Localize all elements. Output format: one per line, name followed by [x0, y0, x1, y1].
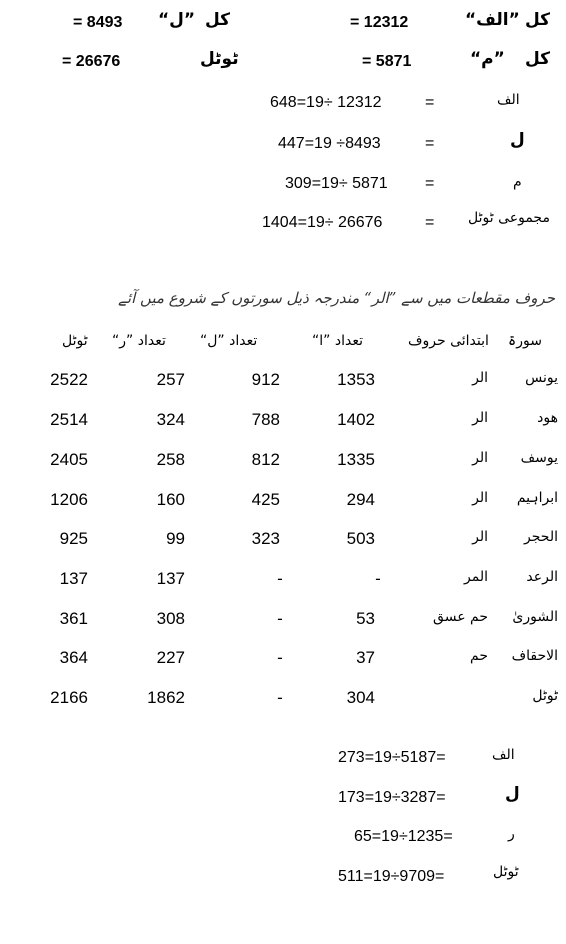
cell-initial: الر — [472, 410, 488, 426]
cell-total: 2514 — [50, 410, 88, 429]
cell-alif: 1402 — [337, 410, 375, 429]
cell-lam: 425 — [251, 490, 280, 509]
cell-surah: ٹوٹل — [532, 688, 558, 704]
total-lam-value: = 8493 — [73, 14, 123, 31]
cell-total: 2522 — [50, 370, 88, 389]
total-lam-letter: ”ل“ — [158, 10, 196, 30]
table-row — [0, 410, 566, 434]
cell-alif: 304 — [346, 688, 375, 707]
table-row — [0, 648, 566, 672]
division-expr: 309=19÷ 5871 — [285, 175, 388, 192]
division-expr: 173=19÷3287= — [338, 789, 446, 806]
cell-ra: 257 — [156, 370, 185, 389]
table-row — [0, 370, 566, 394]
cell-initial: الر — [472, 450, 488, 466]
cell-ra: 324 — [156, 410, 185, 429]
cell-ra: 137 — [156, 569, 185, 588]
cell-surah: الشوریٰ — [512, 609, 558, 625]
division-expr: 1404=19÷ 26676 — [262, 214, 383, 231]
cell-surah: یونس — [525, 370, 558, 386]
header-initial-letters: ابتدائی حروف — [408, 333, 489, 349]
table-row — [0, 450, 566, 474]
division-label: الف — [497, 92, 520, 108]
grand-total-value: = 26676 — [62, 53, 121, 70]
division-label: ل — [505, 784, 520, 804]
cell-lam: 323 — [251, 529, 280, 548]
cell-lam: - — [277, 648, 283, 667]
cell-lam: - — [277, 609, 283, 628]
cell-ra: 99 — [166, 529, 185, 548]
cell-total: 2405 — [50, 450, 88, 469]
cell-surah: الاحقاف — [511, 648, 558, 664]
cell-ra: 258 — [156, 450, 185, 469]
division-label: ٹوٹل — [493, 864, 519, 880]
equals-sign: = — [425, 175, 435, 192]
cell-initial: الر — [472, 490, 488, 506]
division-label: مجموعی ٹوٹل — [468, 210, 550, 226]
equals-sign: = — [425, 214, 435, 231]
division-label: ل — [510, 130, 525, 150]
division-label: م — [513, 174, 522, 190]
cell-total: 2166 — [50, 688, 88, 707]
cell-initial: الر — [472, 529, 488, 545]
cell-alif: 53 — [356, 609, 375, 628]
header-ra: تعداد ”ر“ — [112, 333, 166, 349]
equals-sign: = — [425, 135, 435, 152]
cell-alif: 1335 — [337, 450, 375, 469]
division-expr: 65=19÷1235= — [354, 828, 453, 845]
cell-total: 364 — [59, 648, 88, 667]
total-mim-label: کل — [525, 49, 551, 69]
table-row — [0, 490, 566, 514]
total-alif-value: = 12312 — [350, 14, 409, 31]
table-row — [0, 609, 566, 633]
division-expr: 447=19 ÷8493 — [278, 135, 381, 152]
header-alif: تعداد ”ا“ — [312, 333, 363, 349]
table-row — [0, 529, 566, 553]
cell-lam: 912 — [251, 370, 280, 389]
cell-ra: 160 — [156, 490, 185, 509]
grand-total-label: ٹوٹل — [200, 49, 239, 69]
cell-surah: یوسف — [520, 450, 558, 466]
cell-lam: 812 — [251, 450, 280, 469]
cell-total: 361 — [59, 609, 88, 628]
cell-initial: حم عسق — [433, 609, 488, 625]
cell-alif: - — [375, 569, 381, 588]
cell-ra: 227 — [156, 648, 185, 667]
cell-alif: 503 — [346, 529, 375, 548]
total-mim-value: = 5871 — [362, 53, 412, 70]
cell-ra: 1862 — [147, 688, 185, 707]
cell-surah: الحجر — [524, 529, 558, 545]
header-lam: تعداد ”ل“ — [200, 333, 258, 349]
table-row — [0, 569, 566, 593]
cell-initial: الر — [472, 370, 488, 386]
total-lam-label: کل — [205, 10, 231, 30]
total-alif-letter: ”الف“ — [465, 10, 520, 30]
cell-initial: المر — [464, 569, 488, 585]
cell-surah: ابراہیم — [516, 490, 558, 506]
cell-initial: حم — [470, 648, 488, 664]
cell-surah: ھود — [537, 410, 558, 426]
total-mim-letter: ”م“ — [470, 49, 505, 69]
header-total: ٹوٹل — [62, 333, 88, 349]
table-total-row — [0, 688, 566, 712]
cell-alif: 37 — [356, 648, 375, 667]
intro-text: حروف مقطعات میں سے ”الر“ مندرجہ ذیل سورتوں کے شروع میں آئے — [118, 289, 555, 307]
cell-total: 1206 — [50, 490, 88, 509]
equals-sign: = — [425, 94, 435, 111]
cell-alif: 1353 — [337, 370, 375, 389]
cell-lam: - — [277, 569, 283, 588]
cell-surah: الرعد — [526, 569, 558, 585]
division-label: الف — [492, 747, 515, 763]
cell-total: 925 — [59, 529, 88, 548]
division-expr: 648=19÷ 12312 — [270, 94, 382, 111]
total-alif-label: کل — [525, 10, 551, 30]
cell-ra: 308 — [156, 609, 185, 628]
cell-lam: - — [277, 688, 283, 707]
division-expr: 273=19÷5187= — [338, 749, 446, 766]
cell-lam: 788 — [251, 410, 280, 429]
division-label: ر — [508, 826, 515, 842]
cell-total: 137 — [59, 569, 88, 588]
division-expr: 511=19÷9709= — [338, 868, 445, 885]
header-surah: سورۃ — [508, 333, 542, 349]
cell-alif: 294 — [346, 490, 375, 509]
